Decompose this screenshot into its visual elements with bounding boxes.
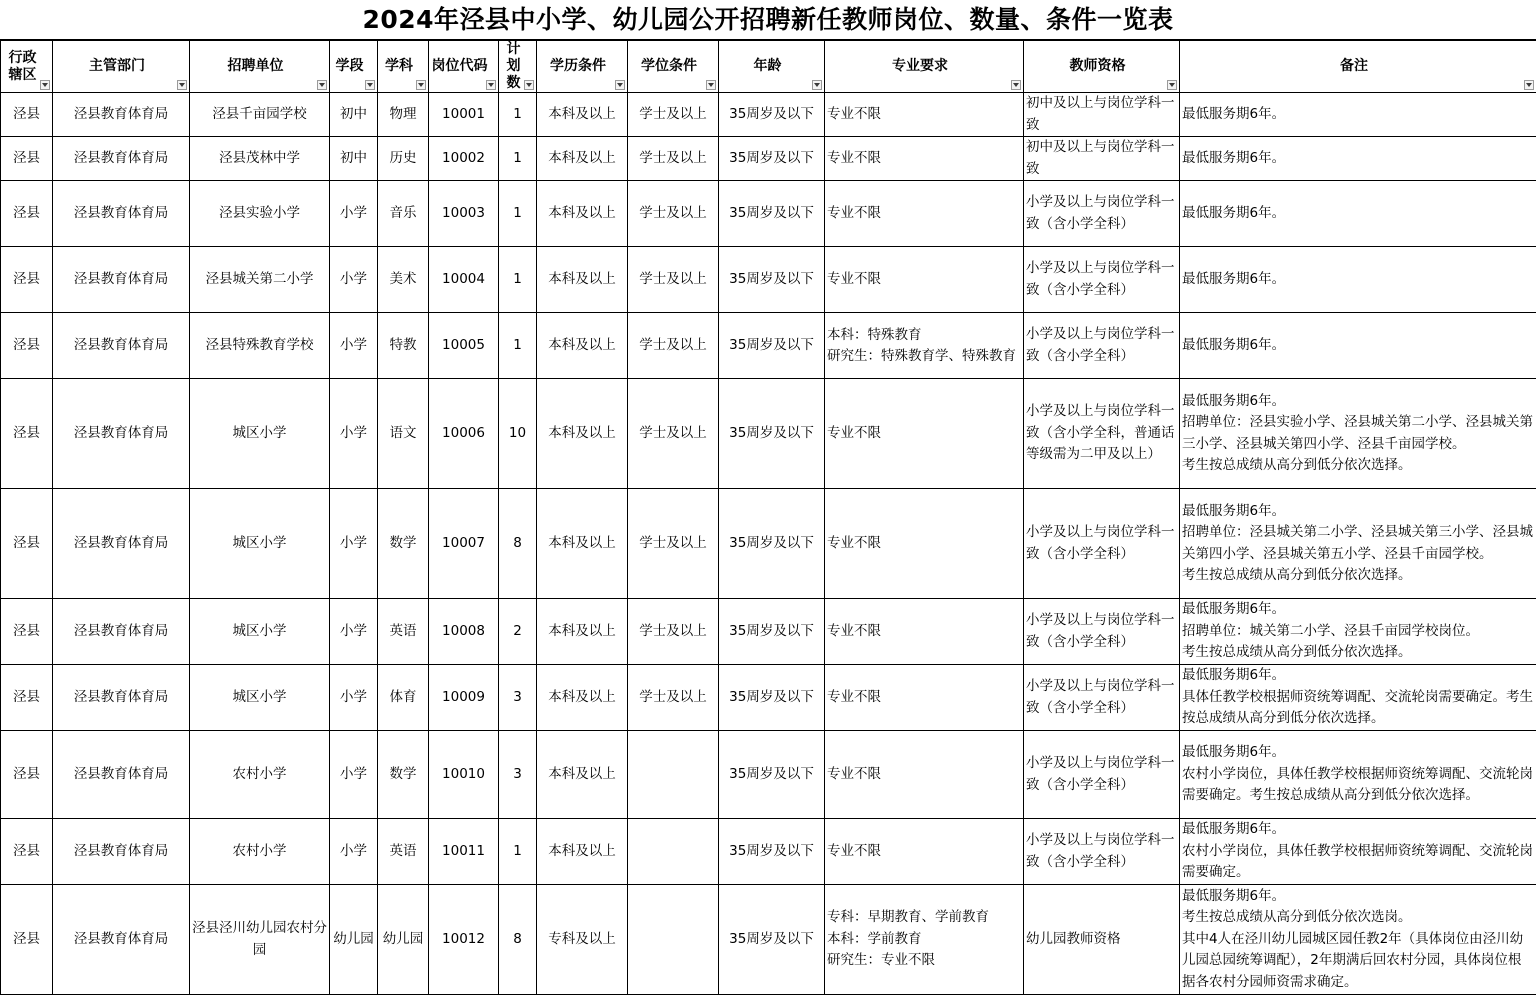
cell-post-code: 10004: [429, 247, 499, 313]
cell-district: 泾县: [1, 885, 53, 995]
cell-plan-count: 8: [499, 489, 537, 599]
cell-stage: 幼儿园: [330, 885, 378, 995]
cell-district: 泾县: [1, 137, 53, 181]
cell-qualification: 小学及以上与岗位学科一致（含小学全科）: [1024, 313, 1180, 379]
cell-stage: 小学: [330, 247, 378, 313]
header-age: [719, 41, 825, 93]
cell-department: 泾县教育体育局: [53, 313, 190, 379]
cell-department: 泾县教育体育局: [53, 819, 190, 885]
cell-qualification: 初中及以上与岗位学科一致: [1024, 93, 1180, 137]
cell-education: 本科及以上: [537, 181, 628, 247]
cell-remarks: 最低服务期6年。: [1180, 247, 1536, 313]
cell-degree: 学士及以上: [628, 379, 719, 489]
cell-district: 泾县: [1, 379, 53, 489]
cell-education: 本科及以上: [537, 379, 628, 489]
header-post-code: [429, 41, 499, 93]
cell-district: 泾县: [1, 247, 53, 313]
table-body: [1, 93, 1536, 995]
cell-remarks: 最低服务期6年。 农村小学岗位，具体任教学校根据师资统筹调配、交流轮岗需要确定。: [1180, 819, 1536, 885]
cell-major: 专业不限: [825, 599, 1024, 665]
cell-plan-count: 1: [499, 137, 537, 181]
cell-subject: 特教: [378, 313, 429, 379]
header-employer: [190, 41, 330, 93]
filter-dropdown-icon[interactable]: [524, 80, 534, 90]
cell-major: 专业不限: [825, 181, 1024, 247]
cell-major: 专业不限: [825, 731, 1024, 819]
header-label: 学位条件: [641, 58, 705, 75]
header-stage: [330, 41, 378, 93]
cell-remarks: 最低服务期6年。 招聘单位：泾县实验小学、泾县城关第二小学、泾县城关第三小学、泾县城关第四小学、泾县千亩园学校。 考生按总成绩从高分到低分依次选择。: [1180, 379, 1536, 489]
cell-education: 本科及以上: [537, 819, 628, 885]
cell-age: 35周岁及以下: [719, 489, 825, 599]
cell-qualification: 小学及以上与岗位学科一致（含小学全科）: [1024, 599, 1180, 665]
header-label: 专业要求: [892, 58, 956, 75]
cell-age: 35周岁及以下: [719, 599, 825, 665]
filter-dropdown-icon[interactable]: [615, 80, 625, 90]
table-row: [1, 181, 1536, 247]
cell-education: 本科及以上: [537, 93, 628, 137]
cell-remarks: 最低服务期6年。: [1180, 137, 1536, 181]
cell-education: 本科及以上: [537, 731, 628, 819]
filter-dropdown-icon[interactable]: [177, 80, 187, 90]
table-header: [1, 41, 1536, 93]
cell-subject: 幼儿园: [378, 885, 429, 995]
table-row: [1, 885, 1536, 995]
cell-plan-count: 1: [499, 247, 537, 313]
header-major: [825, 41, 1024, 93]
table-row: [1, 379, 1536, 489]
cell-post-code: 10006: [429, 379, 499, 489]
cell-qualification: 小学及以上与岗位学科一致（含小学全科，普通话等级需为二甲及以上）: [1024, 379, 1180, 489]
cell-stage: 小学: [330, 379, 378, 489]
cell-district: 泾县: [1, 93, 53, 137]
header-label: 学科: [385, 58, 421, 75]
cell-remarks: 最低服务期6年。 招聘单位：城关第二小学、泾县千亩园学校岗位。 考生按总成绩从高分到低分依次选择。: [1180, 599, 1536, 665]
cell-degree: 学士及以上: [628, 599, 719, 665]
cell-qualification: 小学及以上与岗位学科一致（含小学全科）: [1024, 247, 1180, 313]
cell-remarks: 最低服务期6年。: [1180, 181, 1536, 247]
cell-post-code: 10010: [429, 731, 499, 819]
cell-subject: 体育: [378, 665, 429, 731]
cell-plan-count: 3: [499, 665, 537, 731]
cell-post-code: 10001: [429, 93, 499, 137]
header-plan-count: [499, 41, 537, 93]
cell-stage: 小学: [330, 599, 378, 665]
cell-major: 专业不限: [825, 489, 1024, 599]
cell-plan-count: 3: [499, 731, 537, 819]
cell-district: 泾县: [1, 731, 53, 819]
header-remarks: [1180, 41, 1536, 93]
cell-stage: 初中: [330, 93, 378, 137]
cell-subject: 英语: [378, 599, 429, 665]
cell-education: 本科及以上: [537, 599, 628, 665]
filter-dropdown-icon[interactable]: [40, 80, 50, 90]
cell-department: 泾县教育体育局: [53, 137, 190, 181]
table-row: [1, 313, 1536, 379]
header-label: 学历条件: [550, 58, 614, 75]
filter-dropdown-icon[interactable]: [1167, 80, 1177, 90]
cell-employer: 泾县城关第二小学: [190, 247, 330, 313]
cell-education: 本科及以上: [537, 313, 628, 379]
cell-employer: 城区小学: [190, 665, 330, 731]
filter-dropdown-icon[interactable]: [486, 80, 496, 90]
cell-stage: 小学: [330, 665, 378, 731]
cell-remarks: 最低服务期6年。 农村小学岗位，具体任教学校根据师资统筹调配、交流轮岗需要确定。考生按总成绩从高分到低分依次选择。: [1180, 731, 1536, 819]
cell-stage: 小学: [330, 731, 378, 819]
cell-employer: 城区小学: [190, 489, 330, 599]
cell-employer: 泾县特殊教育学校: [190, 313, 330, 379]
cell-employer: 城区小学: [190, 599, 330, 665]
cell-stage: 初中: [330, 137, 378, 181]
cell-employer: 泾县千亩园学校: [190, 93, 330, 137]
cell-post-code: 10003: [429, 181, 499, 247]
header-label: 招聘单位: [228, 58, 292, 75]
cell-qualification: 小学及以上与岗位学科一致（含小学全科）: [1024, 665, 1180, 731]
header-row: [1, 41, 1536, 93]
cell-major: 专业不限: [825, 137, 1024, 181]
header-district: [1, 41, 53, 93]
cell-subject: 语文: [378, 379, 429, 489]
cell-department: 泾县教育体育局: [53, 379, 190, 489]
filter-dropdown-icon[interactable]: [365, 80, 375, 90]
cell-department: 泾县教育体育局: [53, 489, 190, 599]
cell-degree: 学士及以上: [628, 93, 719, 137]
cell-subject: 物理: [378, 93, 429, 137]
cell-plan-count: 1: [499, 313, 537, 379]
cell-plan-count: 1: [499, 181, 537, 247]
cell-post-code: 10008: [429, 599, 499, 665]
cell-degree: 学士及以上: [628, 137, 719, 181]
cell-remarks: 最低服务期6年。 考生按总成绩从高分到低分依次选岗。 其中4人在泾川幼儿园城区园任教2年（具体岗位由泾川幼儿园总园统筹调配），2年期满后回农村分园，具体岗位根据各农村分园师资需求确定。: [1180, 885, 1536, 995]
cell-district: 泾县: [1, 313, 53, 379]
cell-employer: 泾县泾川幼儿园农村分园: [190, 885, 330, 995]
cell-qualification: 小学及以上与岗位学科一致（含小学全科）: [1024, 181, 1180, 247]
filter-dropdown-icon[interactable]: [1524, 80, 1534, 90]
cell-degree: 学士及以上: [628, 181, 719, 247]
header-label: 学段: [336, 58, 372, 75]
cell-stage: 小学: [330, 181, 378, 247]
cell-qualification: 小学及以上与岗位学科一致（含小学全科）: [1024, 819, 1180, 885]
cell-degree: 学士及以上: [628, 247, 719, 313]
cell-plan-count: 8: [499, 885, 537, 995]
cell-department: 泾县教育体育局: [53, 885, 190, 995]
header-label: 计划数: [501, 41, 534, 92]
cell-employer: 农村小学: [190, 731, 330, 819]
cell-plan-count: 10: [499, 379, 537, 489]
page-title: 2024年泾县中小学、幼儿园公开招聘新任教师岗位、数量、条件一览表: [0, 0, 1536, 40]
cell-major: 专业不限: [825, 665, 1024, 731]
header-qualification: [1024, 41, 1180, 93]
recruitment-table: [0, 40, 1536, 995]
cell-major: 专业不限: [825, 93, 1024, 137]
cell-department: 泾县教育体育局: [53, 665, 190, 731]
cell-stage: 小学: [330, 819, 378, 885]
cell-post-code: 10009: [429, 665, 499, 731]
cell-education: 专科及以上: [537, 885, 628, 995]
cell-district: 泾县: [1, 819, 53, 885]
header-label: 主管部门: [89, 58, 153, 75]
cell-major: 专业不限: [825, 819, 1024, 885]
header-education: [537, 41, 628, 93]
cell-subject: 英语: [378, 819, 429, 885]
cell-post-code: 10011: [429, 819, 499, 885]
header-department: [53, 41, 190, 93]
header-subject: [378, 41, 429, 93]
cell-qualification: 初中及以上与岗位学科一致: [1024, 137, 1180, 181]
cell-plan-count: 1: [499, 93, 537, 137]
table-row: [1, 599, 1536, 665]
cell-subject: 历史: [378, 137, 429, 181]
cell-post-code: 10005: [429, 313, 499, 379]
table-row: [1, 93, 1536, 137]
cell-major: 专业不限: [825, 379, 1024, 489]
filter-dropdown-icon[interactable]: [317, 80, 327, 90]
cell-department: 泾县教育体育局: [53, 93, 190, 137]
filter-dropdown-icon[interactable]: [706, 80, 716, 90]
cell-plan-count: 1: [499, 819, 537, 885]
cell-post-code: 10007: [429, 489, 499, 599]
cell-degree: 学士及以上: [628, 313, 719, 379]
table-row: [1, 137, 1536, 181]
cell-education: 本科及以上: [537, 665, 628, 731]
table-row: [1, 819, 1536, 885]
cell-degree: [628, 885, 719, 995]
cell-department: 泾县教育体育局: [53, 599, 190, 665]
cell-subject: 数学: [378, 731, 429, 819]
cell-district: 泾县: [1, 599, 53, 665]
cell-district: 泾县: [1, 665, 53, 731]
cell-education: 本科及以上: [537, 247, 628, 313]
header-label: 教师资格: [1070, 58, 1134, 75]
cell-major: 本科：特殊教育 研究生：特殊教育学、特殊教育: [825, 313, 1024, 379]
cell-degree: [628, 819, 719, 885]
cell-plan-count: 2: [499, 599, 537, 665]
header-label: 岗位代码: [432, 58, 496, 75]
cell-stage: 小学: [330, 489, 378, 599]
table-row: [1, 731, 1536, 819]
cell-qualification: 小学及以上与岗位学科一致（含小学全科）: [1024, 731, 1180, 819]
cell-age: 35周岁及以下: [719, 247, 825, 313]
cell-department: 泾县教育体育局: [53, 247, 190, 313]
cell-age: 35周岁及以下: [719, 731, 825, 819]
cell-age: 35周岁及以下: [719, 313, 825, 379]
cell-age: 35周岁及以下: [719, 665, 825, 731]
header-label: 备注: [1340, 58, 1376, 75]
cell-qualification: 小学及以上与岗位学科一致（含小学全科）: [1024, 489, 1180, 599]
cell-subject: 数学: [378, 489, 429, 599]
cell-employer: 城区小学: [190, 379, 330, 489]
cell-qualification: 幼儿园教师资格: [1024, 885, 1180, 995]
cell-department: 泾县教育体育局: [53, 731, 190, 819]
table-row: [1, 665, 1536, 731]
cell-age: 35周岁及以下: [719, 819, 825, 885]
cell-age: 35周岁及以下: [719, 93, 825, 137]
filter-dropdown-icon[interactable]: [1011, 80, 1021, 90]
cell-major: 专业不限: [825, 247, 1024, 313]
cell-degree: 学士及以上: [628, 489, 719, 599]
cell-employer: 泾县实验小学: [190, 181, 330, 247]
cell-remarks: 最低服务期6年。: [1180, 313, 1536, 379]
cell-district: 泾县: [1, 489, 53, 599]
cell-age: 35周岁及以下: [719, 137, 825, 181]
cell-post-code: 10002: [429, 137, 499, 181]
cell-employer: 泾县茂林中学: [190, 137, 330, 181]
cell-remarks: 最低服务期6年。 招聘单位：泾县城关第二小学、泾县城关第三小学、泾县城关第四小学、泾县城关第五小学、泾县千亩园学校。 考生按总成绩从高分到低分依次选择。: [1180, 489, 1536, 599]
cell-degree: [628, 731, 719, 819]
cell-stage: 小学: [330, 313, 378, 379]
header-label: 行政辖区: [3, 50, 50, 84]
cell-post-code: 10012: [429, 885, 499, 995]
header-label: 年龄: [754, 58, 790, 75]
cell-age: 35周岁及以下: [719, 885, 825, 995]
cell-subject: 音乐: [378, 181, 429, 247]
cell-subject: 美术: [378, 247, 429, 313]
cell-department: 泾县教育体育局: [53, 181, 190, 247]
filter-dropdown-icon[interactable]: [812, 80, 822, 90]
filter-dropdown-icon[interactable]: [416, 80, 426, 90]
cell-education: 本科及以上: [537, 137, 628, 181]
table-row: [1, 247, 1536, 313]
cell-district: 泾县: [1, 181, 53, 247]
cell-education: 本科及以上: [537, 489, 628, 599]
cell-remarks: 最低服务期6年。: [1180, 93, 1536, 137]
table-row: [1, 489, 1536, 599]
cell-major: 专科：早期教育、学前教育 本科：学前教育 研究生：专业不限: [825, 885, 1024, 995]
cell-remarks: 最低服务期6年。 具体任教学校根据师资统筹调配、交流轮岗需要确定。考生按总成绩从高分到低分依次选择。: [1180, 665, 1536, 731]
cell-degree: 学士及以上: [628, 665, 719, 731]
cell-employer: 农村小学: [190, 819, 330, 885]
cell-age: 35周岁及以下: [719, 379, 825, 489]
cell-age: 35周岁及以下: [719, 181, 825, 247]
header-degree: [628, 41, 719, 93]
